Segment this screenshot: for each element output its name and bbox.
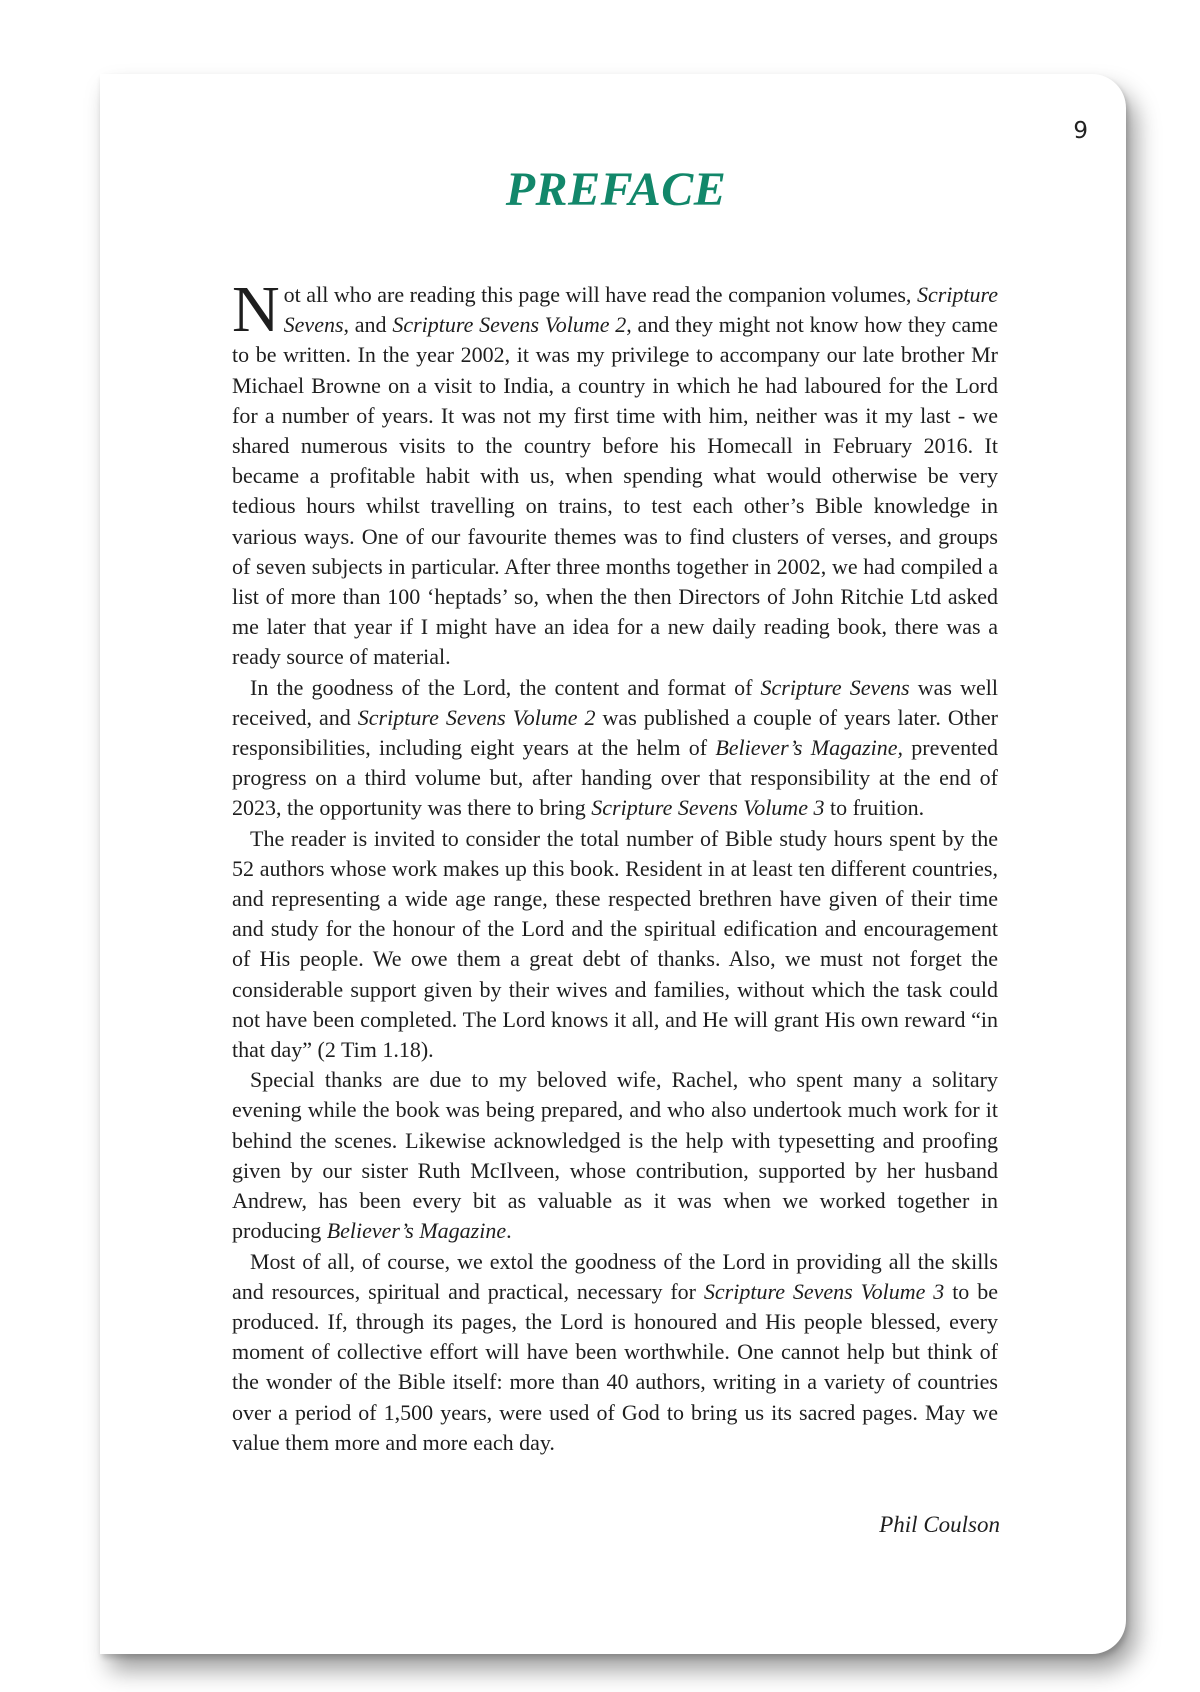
paragraph-5 (232, 1247, 998, 1458)
paragraph-text: was well received, and (232, 674, 999, 730)
magazine-title: Believer’s Magazine (326, 1218, 507, 1244)
paragraph-4 (232, 1065, 998, 1246)
paragraph-text: was published a couple of years later. Other responsibilities, including eight years at the helm of (232, 704, 999, 761)
paragraph-2 (232, 673, 998, 824)
paragraph-3 (232, 824, 998, 1066)
magazine-title: Believer’s Magazine, (715, 735, 904, 761)
drop-cap: N (232, 273, 280, 346)
book-title: Scripture Sevens Volume 3 (703, 1278, 945, 1304)
paragraph-text: In the goodness of the Lord, the content and format of (250, 674, 761, 700)
author-signature: Phil Coulson (879, 1512, 1000, 1537)
paragraph-text: . (506, 1218, 512, 1244)
preface-body (232, 273, 999, 1458)
paragraph-text: , and (343, 312, 393, 338)
paragraph-text: prevented progress on a third volume but, after handing over that responsibility at the end of 2023, the opportunity was there to bring (232, 735, 999, 821)
book-title: Scripture Sevens (760, 674, 910, 700)
page-number: 9 (1073, 118, 1088, 144)
book-title: Scripture Sevens Volume 3 (591, 795, 825, 821)
paragraph-text: Special thanks are due to my beloved wife, Rachel, who spent many a solitary evening while the book was being prepared, and who also undertook much work for it behind the scenes. Likewise acknowledged is the help with typesetting and proofing given by our sister Ruth McIlveen, whose contribution, supported by her husband Andrew, has been every bit as valuable as it was when we worked together in producing (232, 1067, 998, 1244)
page-title: PREFACE (505, 163, 727, 216)
paragraph-text: ot all who are reading this page will have read the companion volumes, (283, 282, 917, 307)
book-title: Scripture Sevens (283, 282, 998, 338)
paragraph-1 (232, 273, 999, 673)
paragraph-text: Most of all, of course, we extol the goodness of the Lord in providing all the skills and resources, spiritual and practical, necessary for (232, 1248, 998, 1304)
book-title: Scripture Sevens Volume 2 (392, 312, 627, 338)
book-title: Scripture Sevens Volume 2 (357, 704, 596, 730)
paragraph-text: , and they might not know how they came to be written. In the year 2002, it was my privilege to accompany our late brother Mr Michael Browne on a visit to India, a country in which he had laboured for the Lord for a number of years. It was not my first time with him, neither was it my last - we shared numerous visits to the country before his Homecall in February 2016. It became a profitable habit with us, when spending what would otherwise be very tedious hours whilst travelling on trains, to test each other’s Bible knowledge in various ways. One of our favourite themes was to find clusters of verses, and groups of seven subjects in particular. After three months together in 2002, we had compiled a list of more than 100 ‘heptads’ so, when the then Directors of John Ritchie Ltd asked me later that year if I might have an idea for a new daily reading book, there was a ready source of material. (232, 312, 999, 670)
paragraph-text: to be produced. If, through its pages, the Lord is honoured and His people blessed, every moment of collective effort will have been worthwhile. One cannot help but think of the wonder of the Bible itself: more than 40 authors, writing in a variety of countries over a period of 1,500 years, were used of God to bring us its sacred pages. May we value them more and more each day. (232, 1278, 998, 1455)
paragraph-text: The reader is invited to consider the total number of Bible study hours spent by the 52 authors whose work makes up this book. Resident in at least ten different countries, and representing a wide age range, these respected brethren have given of their time and study for the honour of the Lord and the spiritual edification and encouragement of His people. We owe them a great debt of thanks. Also, we must not forget the considerable support given by their wives and families, without which the task could not have been completed. The Lord knows it all, and He will grant His own reward “in that day” (2 Tim 1.18). (232, 825, 998, 1063)
paragraph-text: to fruition. (824, 795, 925, 821)
